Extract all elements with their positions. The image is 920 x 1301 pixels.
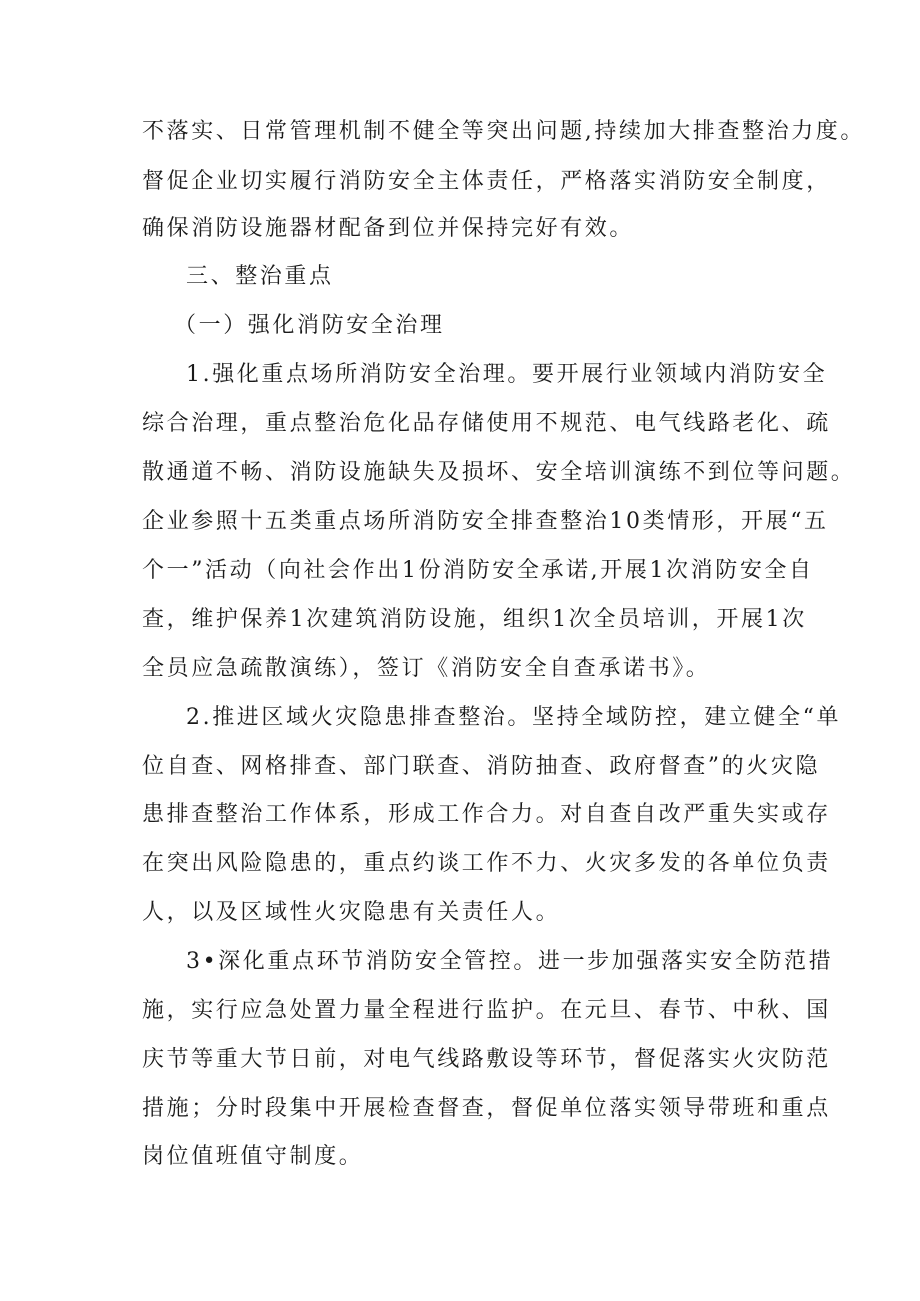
body-line: 施，实行应急处置力量全程进行监护。在元旦、春节、中秋、国	[142, 998, 831, 1023]
subsection-heading: （一）强化消防安全治理	[174, 313, 445, 338]
body-line: 确保消防设施器材配备到位并保持完好有效。	[142, 216, 635, 241]
body-line: 岗位值班值守制度。	[142, 1144, 364, 1169]
body-line: 人，以及区域性火灾隐患有关责任人。	[142, 900, 561, 925]
body-line: 在突出风险隐患的，重点约谈工作不力、火灾多发的各单位负责	[142, 851, 831, 876]
body-line: 3•深化重点环节消防安全管控。进一步加强落实安全防范措	[186, 949, 834, 974]
body-line: 全员应急疏散演练），签订《消防安全自查承诺书》。	[142, 656, 711, 681]
body-line: 查，维护保养1次建筑消防设施，组织1次全员培训，开展1次	[142, 607, 807, 632]
section-heading: 三、整治重点	[186, 264, 334, 289]
body-line: 位自查、网格排查、部门联查、消防抽查、政府督查”的火灾隐	[142, 754, 821, 779]
body-line: 措施；分时段集中开展检查督查，督促单位落实领导带班和重点	[142, 1096, 831, 1121]
body-line: 散通道不畅、消防设施缺失及损坏、安全培训演练不到位等问题。	[142, 460, 856, 485]
body-line: 1.强化重点场所消防安全治理。要开展行业领域内消防安全	[186, 362, 828, 387]
body-line: 个一”活动（向社会作出1份消防安全承诺,开展1次消防安全自	[142, 558, 814, 583]
body-line: 庆节等重大节日前，对电气线路敷设等环节，督促落实火灾防范	[142, 1047, 831, 1072]
body-line: 督促企业切实履行消防安全主体责任，严格落实消防安全制度，	[142, 169, 831, 194]
body-line: 企业参照十五类重点场所消防安全排查整治10类情形，开展“五	[142, 509, 829, 534]
body-line: 2.推进区域火灾隐患排查整治。坚持全域防控，建立健全“单	[186, 705, 842, 730]
body-line: 患排查整治工作体系，形成工作合力。对自查自改严重失实或存	[142, 802, 831, 827]
body-line: 综合治理，重点整治危化品存储使用不规范、电气线路老化、疏	[142, 411, 831, 436]
body-line: 不落实、日常管理机制不健全等突出问题,持续加大排查整治力度。	[142, 119, 865, 144]
